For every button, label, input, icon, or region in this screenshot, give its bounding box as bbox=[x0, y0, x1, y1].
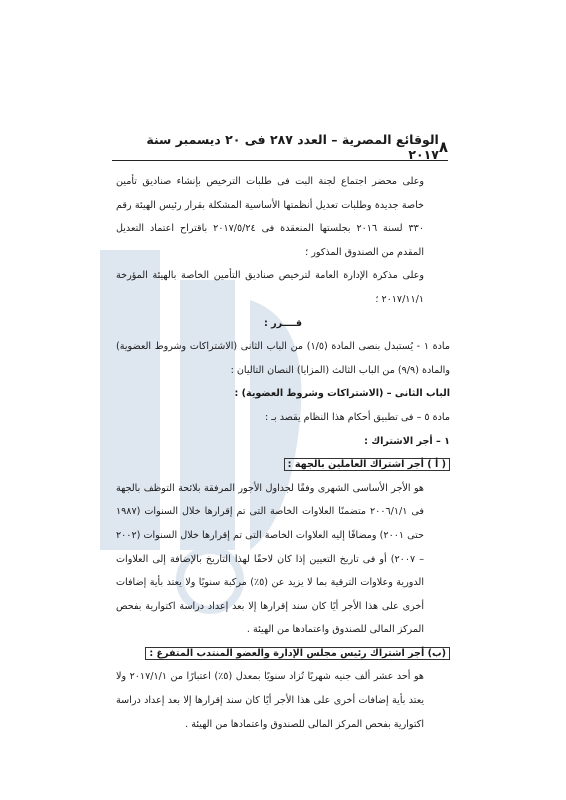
subsection-heading bbox=[116, 642, 450, 666]
paragraph: هو الأجر الأساسى الشهرى وفقًا لجداول الأجور المرفقة بلائحة التوظف بالجهة فى ٢٠٠٦/١/١ متضمنًا العلاوات الخاصة التى تم إقرارها خلال السنوات (١٩٨٧ حتى ٢٠٠١) ومضافًا إليه العلاوات الخاصة التى تم إقرارها خلال السنوات (٢٠٠٢ – ٢٠٠٧) أو فى تاريخ التعيين إذا كان لاحقًا لهذا التاريخ بالإضافة إلى العلاوات الدورية وعلاوات الترقية بما لا يزيد عن (٥٪) مركبة سنويًا ولا يعتد بأية إضافات أخرى على هذا الأجر أيًا كان سند إقرارها إلا بعد إعداد دراسة اكتوارية بفحص المركز المالى للصندوق واعتمادها من الهيئة . bbox=[116, 482, 424, 636]
paragraph: وعلى محضر اجتماع لجنة البت فى طلبات الترخيص بإنشاء صناديق تأمين خاصة جديدة وطلبات تعديل أنظمتها الأساسية المشكلة بقرار رئيس الهيئة رقم ٣٣٠ لسنة ٢٠١٦ بجلستها المنعقدة فى ٢٠١٧/٥/٢٤ باقتراح اعتماد التعديل المقدم من الصندوق المذكور ؛ bbox=[116, 176, 424, 258]
chapter-heading: الباب الثانى – (الاشتراكات وشروط العضوية) : bbox=[234, 388, 450, 400]
section-heading: ١ – أجر الاشتراك : bbox=[364, 435, 450, 447]
page-number: ٨ bbox=[438, 138, 448, 156]
subsection-a-label: ( أ ) أجر اشتراك العاملين بالجهة : bbox=[284, 458, 450, 471]
page-header bbox=[112, 132, 448, 162]
document-body bbox=[116, 170, 450, 736]
paragraph: مادة ٥ – فى تطبيق أحكام هذا النظام يقصد بـ : bbox=[264, 411, 450, 423]
subsection-b-label: (ب) أجر اشتراك رئيس مجلس الإدارة والعضو المنتدب المتفرغ : bbox=[145, 647, 450, 660]
paragraph: مادة ١ - يُستبدل بنصى المادة (١/٥) من الباب الثانى (الاشتراكات وشروط العضوية) والمادة (٩/٩) من الباب الثالث (المزايا) النصان التاليان : bbox=[116, 341, 450, 376]
subsection-heading bbox=[116, 453, 450, 477]
gazette-title: الوقائع المصرية – العدد ٢٨٧ فى ٢٠ ديسمبر سنة ٢٠١٧ bbox=[146, 132, 439, 162]
decision-heading: قــــرر : bbox=[263, 317, 303, 329]
paragraph: هو أحد عشر ألف جنيه شهريًا تُزاد سنويًا بمعدل (٥٪) اعتبارًا من ٢٠١٧/١/١ ولا يعتد بأية إضافات أخرى على هذا الأجر أيًا كان سند إقرارها إلا بعد إعداد دراسة اكتوارية بفحص المركز المالى للصندوق واعتمادها من الهيئة . bbox=[116, 671, 424, 730]
header-rule bbox=[112, 160, 448, 161]
paragraph: وعلى مذكرة الإدارة العامة لترخيص صناديق التأمين الخاصة بالهيئة المؤرخة ٢٠١٧/١١/١ ؛ bbox=[116, 270, 424, 305]
